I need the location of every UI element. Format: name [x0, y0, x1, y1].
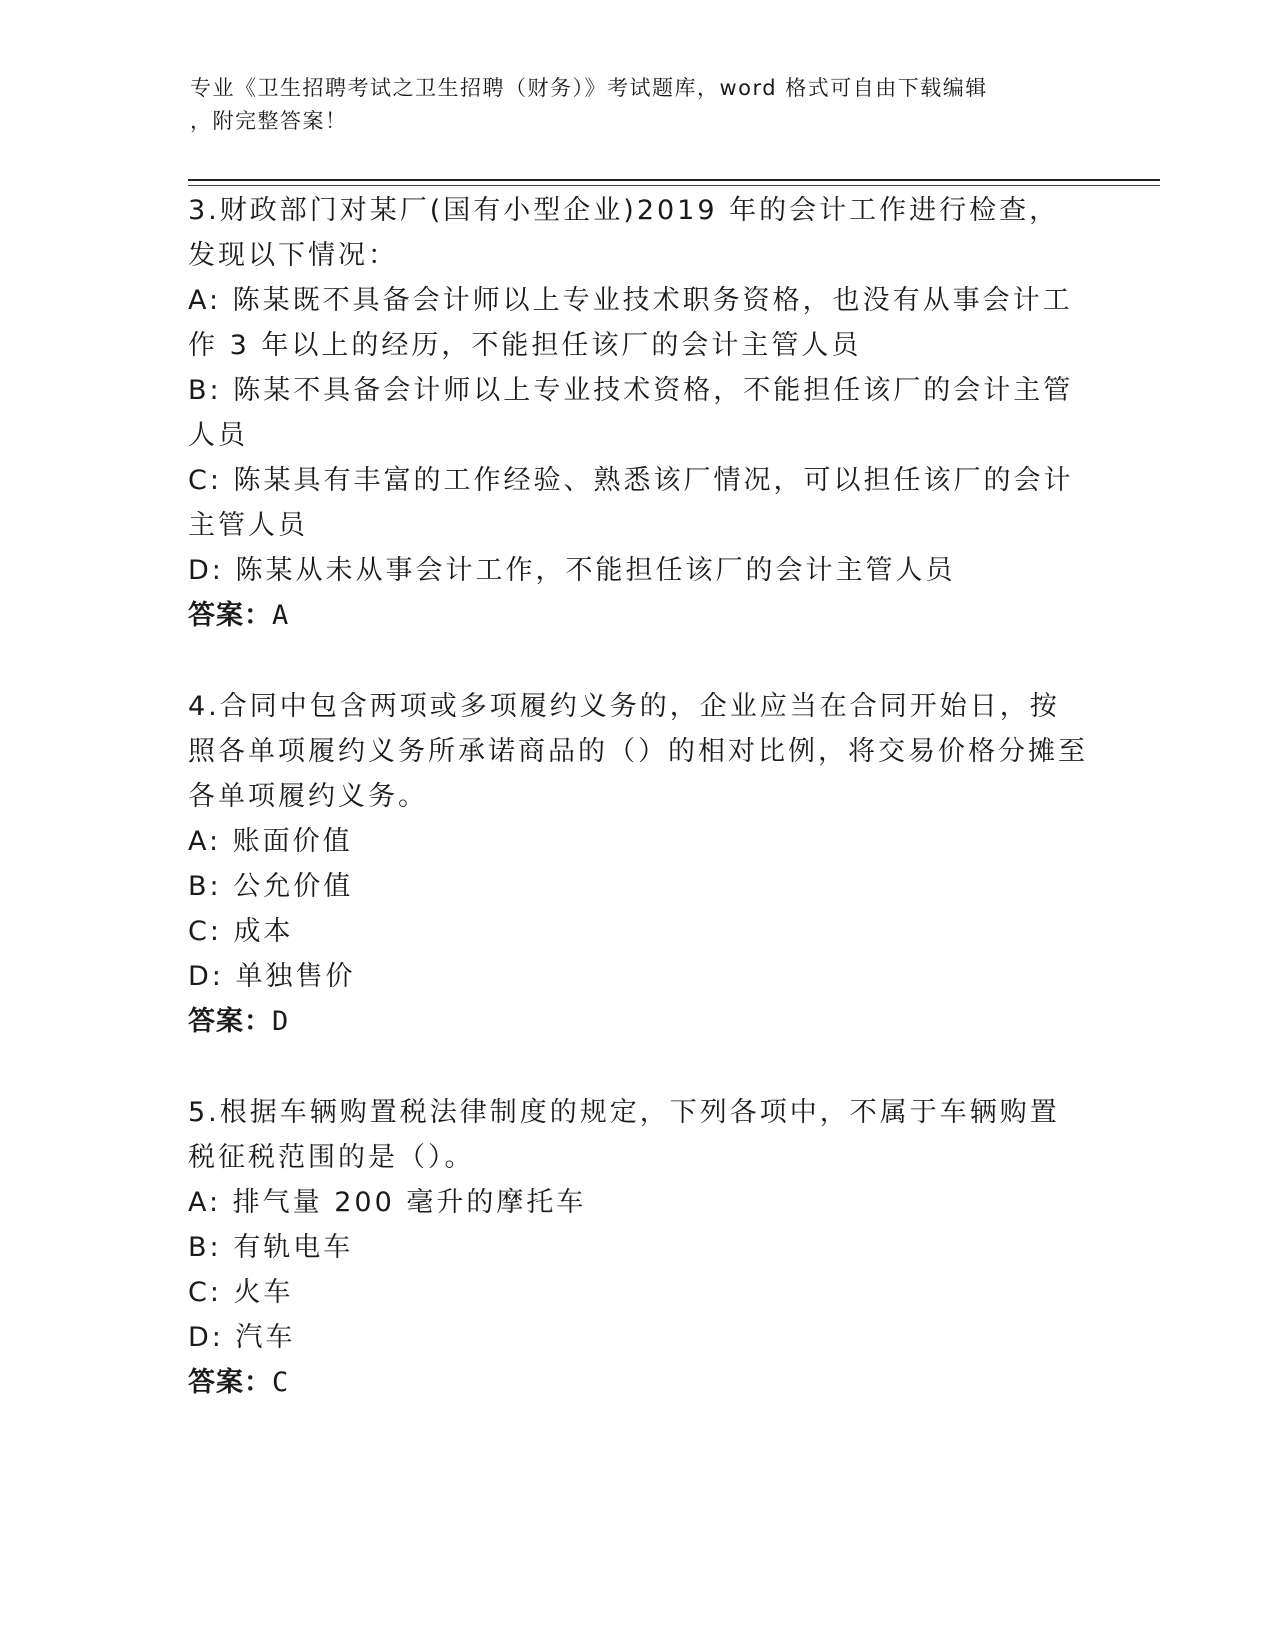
question-list: [188, 188, 1088, 1451]
header-divider-thin: [188, 185, 1160, 186]
question-text: 5.根据车辆购置税法律制度的规定，下列各项中，不属于车辆购置税征税范围的是（）。: [188, 1097, 1060, 1173]
option-d: D: 陈某从未从事会计工作，不能担任该厂的会计主管人员: [188, 555, 956, 586]
answer-label: 答案：: [188, 1367, 272, 1398]
option-c: C: 成本: [188, 916, 294, 947]
header-line-1: 专业《卫生招聘考试之卫生招聘（财务）》考试题库，word 格式可自由下载编辑: [190, 76, 988, 100]
answer-value: C: [272, 1367, 290, 1398]
option-b: B: 有轨电车: [188, 1232, 354, 1263]
option-a: A: 陈某既不具备会计师以上专业技术职务资格，也没有从事会计工作 3 年以上的经历，不能担任该厂的会计主管人员: [188, 285, 1073, 361]
option-a: A: 账面价值: [188, 826, 353, 857]
answer-value: A: [272, 600, 290, 631]
question-3: [188, 188, 1088, 638]
option-b: B: 陈某不具备会计师以上专业技术资格，不能担任该厂的会计主管人员: [188, 375, 1074, 451]
question-text: 4.合同中包含两项或多项履约义务的，企业应当在合同开始日，按照各单项履约义务所承诺商品的（）的相对比例，将交易价格分摊至各单项履约义务。: [188, 691, 1088, 812]
answer-value: D: [272, 1006, 290, 1037]
answer-label: 答案：: [188, 600, 272, 631]
question-text: 3.财政部门对某厂(国有小型企业)2019 年的会计工作进行检查，发现以下情况：: [188, 195, 1060, 271]
option-c: C: 陈某具有丰富的工作经验、熟悉该厂情况，可以担任该厂的会计主管人员: [188, 465, 1074, 541]
answer-line: [188, 1360, 1088, 1405]
question-4: [188, 684, 1088, 1044]
document-header: [190, 72, 1090, 138]
answer-label: 答案：: [188, 1006, 272, 1037]
option-c: C: 火车: [188, 1277, 294, 1308]
answer-line: [188, 999, 1088, 1044]
header-divider-thick: [188, 179, 1160, 181]
header-line-2: ，附完整答案！: [190, 109, 348, 133]
option-d: D: 单独售价: [188, 961, 356, 992]
option-b: B: 公允价值: [188, 871, 354, 902]
question-5: [188, 1090, 1088, 1405]
answer-line: [188, 593, 1088, 638]
option-a: A: 排气量 200 毫升的摩托车: [188, 1187, 587, 1218]
option-d: D: 汽车: [188, 1322, 296, 1353]
